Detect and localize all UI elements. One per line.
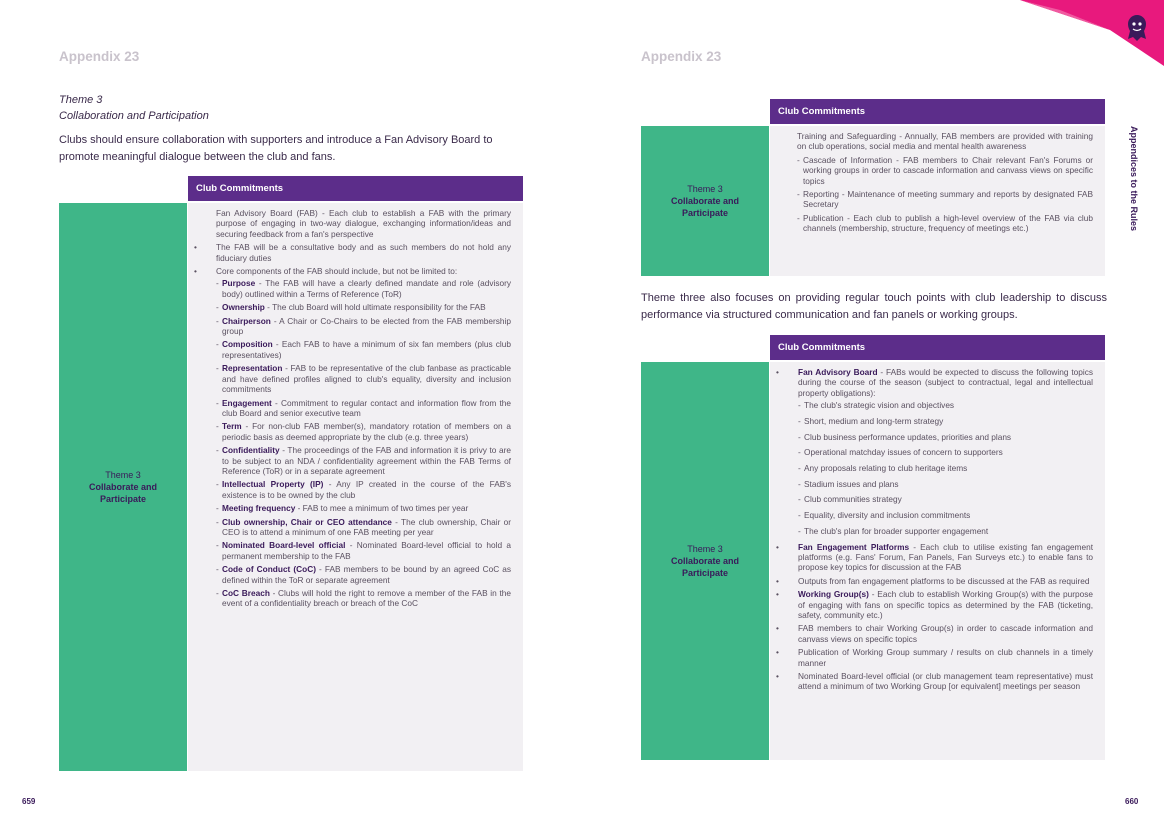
list-item: • Nominated Board-level official (or club management team representative) must attend a minimum of two Working Group [or equivalent] meetings per season: [798, 671, 1093, 692]
middle-paragraph-right: Theme three also focuses on providing regular touch points with club leadership to discuss performance via structured communication and fan panels or working groups.: [641, 292, 1107, 321]
sub-item-bold: Nominated Board-level official: [222, 540, 346, 551]
sub-item: [216, 564, 511, 585]
sub-item-bold: Representation: [222, 363, 283, 374]
item-bold: Fan Engagement Platforms: [798, 541, 910, 552]
sub-item: - Any proposals relating to club heritage items: [798, 463, 1093, 473]
sub-item-text: - A Chair or Co-Chairs to be elected from the FAB membership group: [222, 315, 511, 337]
sub-item-text: - For non-club FAB member(s), mandatory rotation of members on a periodic basis as deemed appropriate by the club (e.g. three years): [222, 421, 511, 442]
sub-item-bold: Term: [222, 421, 242, 432]
sub-item: - Publication - Each club to publish a high-level overview of the FAB via club channels (membership, structure, frequency of meetings etc.): [797, 213, 1093, 234]
sub-item: [216, 503, 511, 513]
sub-item-bold: Intellectual Property (IP): [222, 479, 324, 490]
sub-item-text: - The club Board will hold ultimate responsibility for the FAB: [264, 302, 486, 313]
sub-item: [216, 540, 511, 561]
sub-item: [216, 398, 511, 419]
sub-item-text: - Clubs will hold the right to remove a member of the FAB in the event of a confidentiality breach or breach of the CoC: [222, 588, 511, 609]
sub-item: - Reporting - Maintenance of meeting summary and reports by designated FAB Secretary: [797, 189, 1093, 210]
commitments-cell-right-1: [770, 126, 1105, 276]
sub-item: [216, 339, 511, 360]
item-text: - FABs would be expected to discuss the following topics during the course of the season (subject to contractual, legal and intellectual property obligations):: [798, 367, 1093, 398]
theme-number-left: Theme 3: [59, 94, 103, 106]
sub-item-text: - Nominated Board-level official to hold a permanent membership to the FAB: [222, 540, 512, 561]
theme-cell-left: [59, 203, 187, 771]
sub-item-bold: CoC Breach: [222, 588, 270, 598]
intro-paragraph-left: Clubs should ensure collaboration with supporters and introduce a Fan Advisory Board to promote meaningful dialogue between the club and fans.: [59, 134, 493, 163]
item-bold: Working Group(s): [798, 589, 869, 600]
sub-item-text: - Commitment to regular contact and information flow from the club Board and senior executive team: [222, 397, 511, 418]
table-header-left: Club Commitments: [188, 176, 523, 201]
sub-item-text: - The club ownership, Chair or CEO is to attend a minimum of one FAB meeting per year: [222, 516, 511, 537]
table1-header-right: Club Commitments: [770, 99, 1105, 124]
theme-cell-title-2: Participate: [99, 494, 147, 504]
theme-cell-title-2: Participate: [681, 208, 729, 218]
sub-item-bold: Chairperson: [222, 315, 271, 326]
sub-item-text: - FAB to be representative of the club fanbase as practicable and have defined profiles aligned to club's equality, diversity and inclusion commitments: [222, 363, 511, 395]
page-number-right: 660: [1125, 797, 1139, 806]
list-item: • Core components of the FAB should include, but not be limited to:: [216, 266, 511, 276]
sub-item-bold: Composition: [222, 339, 273, 350]
sub-item-text: - The proceedings of the FAB and information it is privy to are to be subject to an NDA / confidentiality agreement within the FAB Terms of Reference (ToR) or in a separate agreement: [222, 445, 511, 476]
theme-cell-title-2: Participate: [681, 568, 729, 578]
theme-subtitle-left: Collaboration and Participation: [59, 110, 209, 122]
sub-item-text: - The FAB will have a clearly defined mandate and role (advisory body) outlined within a Terms of Reference (ToR): [222, 278, 511, 299]
sub-item-bold: Engagement: [222, 397, 272, 408]
sub-item: [216, 588, 511, 609]
sub-item-text: - Any IP created in the course of the FAB's existence is to be owned by the club: [222, 479, 511, 500]
sub-item-bold: Meeting frequency: [222, 503, 296, 514]
sub-item-text: - FAB to mee a minimum of two times per year: [295, 503, 469, 514]
theme-cell-number: Theme 3: [687, 544, 723, 554]
sub-item: [216, 445, 511, 476]
sub-item-text: - FAB members to be bound by an agreed CoC as defined within the ToR or separate agreement: [222, 564, 511, 585]
list-item: Fan Advisory Board (FAB) - Each club to establish a FAB with the primary purpose of engaging in two-way dialogue, exchanging information/ideas and securing feedback from a fan's perspective: [216, 208, 511, 239]
sub-item: - Equality, diversity and inclusion commitments: [798, 510, 1093, 520]
sub-item: - Stadium issues and plans: [798, 479, 1093, 489]
list-item: • Outputs from fan engagement platforms to be discussed at the FAB as required: [798, 576, 1093, 586]
list-item: Training and Safeguarding - Annually, FAB members are provided with training on club operations, social media and mental health awareness: [797, 131, 1093, 152]
sub-item: [216, 278, 511, 299]
theme-cell-right-1: [641, 126, 769, 276]
sub-item: - Short, medium and long-term strategy: [798, 416, 1093, 426]
sub-item: [216, 517, 511, 538]
sub-item-bold: Purpose: [222, 278, 256, 289]
list-item: • The FAB will be a consultative body and as such members do not hold any fiduciary duties: [216, 242, 511, 263]
sub-item: [216, 479, 511, 500]
theme-cell-title-1: Collaborate and: [670, 196, 739, 206]
sub-item: [216, 363, 511, 394]
item-text: - Each club to establish Working Group(s) with the purpose of engaging with fans on specific topics as determined by the FAB (ticketing, safety, community etc.): [798, 589, 1093, 620]
sub-item: - The club's strategic vision and objectives: [798, 400, 1093, 410]
sub-item: - The club's plan for broader supporter engagement: [798, 526, 1093, 536]
theme-cell-right-2: [641, 362, 769, 760]
table2-header-right: Club Commitments: [770, 335, 1105, 360]
sub-item: [216, 316, 511, 337]
sub-item-bold: Ownership: [222, 302, 265, 313]
theme-cell-number: Theme 3: [687, 184, 723, 194]
item-bold: Fan Advisory Board: [798, 367, 878, 377]
page-number-left: 659: [22, 797, 36, 806]
theme-cell-number: Theme 3: [105, 470, 141, 480]
sub-item-bold: Code of Conduct (CoC): [222, 564, 316, 575]
item-text: - Each club to utilise existing fan engagement platforms (e.g. Fans' Forum, Fan Panels, Fan Surveys etc.) to enable fans to propose key topics for discussion at the FAB: [798, 541, 1094, 573]
appendix-title-left: Appendix 23: [59, 49, 140, 64]
list-item: • Publication of Working Group summary / results on club channels in a timely manner: [798, 647, 1093, 668]
commitments-cell-left: [188, 203, 523, 771]
list-item: [798, 589, 1093, 620]
theme-cell-title-1: Collaborate and: [670, 556, 739, 566]
list-item: • FAB members to chair Working Group(s) in order to cascade information and canvass views on specific topics: [798, 623, 1093, 644]
sub-item: [216, 421, 511, 442]
sub-item-bold: Club ownership, Chair or CEO attendance: [222, 516, 392, 527]
side-title-right: Appendices to the Rules: [1129, 126, 1139, 232]
appendix-title-right: Appendix 23: [641, 49, 722, 64]
commitments-cell-right-2: [770, 362, 1105, 760]
list-item: [798, 542, 1093, 573]
sub-item-bold: Confidentiality: [222, 445, 280, 456]
sub-item-text: - Each FAB to have a minimum of six fan members (plus club representatives): [222, 339, 511, 360]
sub-item: - Club business performance updates, priorities and plans: [798, 432, 1093, 442]
theme-cell-title-1: Collaborate and: [88, 482, 157, 492]
sub-item: [216, 302, 511, 312]
sub-item: - Cascade of Information - FAB members to Chair relevant Fan's Forums or working groups in order to cascade information and canvass views on specific topics: [797, 155, 1093, 186]
sub-item: - Operational matchday issues of concern to supporters: [798, 447, 1093, 457]
premier-league-lion-icon: [1124, 14, 1150, 42]
sub-item: - Club communities strategy: [798, 494, 1093, 504]
list-item: [798, 367, 1093, 398]
